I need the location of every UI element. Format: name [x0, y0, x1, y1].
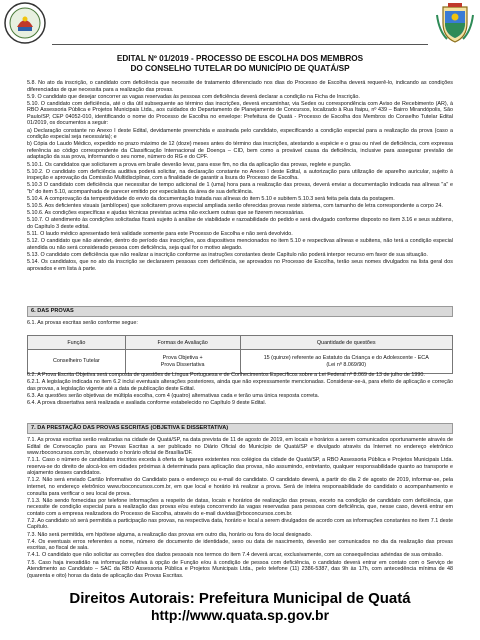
paragraph: 7.2. Ao candidato só será permitida a participação nas provas, na respectiva data, horário e local a serem divulgados de acordo com as informações constantes no item 7.1 deste Capítulo.	[27, 517, 453, 531]
paragraph: 5.12. O candidato que não atender, dentro do período das inscrições, aos dispositivos mencionados no item 5.10 e respectivas alíneas e subitens, não terá a condição especial atendida ou não será considerado pessoa com deficiência, seja qual for o motivo alegado.	[27, 238, 453, 251]
paragraph: 5.10.2. O candidato com deficiência auditiva poderá solicitar, na declaração constante no Anexo I deste Edital, a autorização para utilização de aparelho auricular, sujeito à inspeção e aprovação da Comissão Multidisciplinar, com a finalidade de garantir a lisura do Processo de Escolha.	[27, 168, 453, 182]
table-row	[28, 350, 453, 374]
paragraph: a) Declaração constante no Anexo I deste Edital, devidamente preenchida e assinada pelo candidato, especificando a condição especial para a realização da prova (caso a condição especial seja necessária); e	[27, 127, 453, 141]
title-line-2: DO CONSELHO TUTELAR DO MUNICÍPIO DE QUATÁ/SP	[130, 64, 350, 73]
paragraph: 7.4.1. O candidato que não solicitar as correções dos dados pessoais nos termos do item 7.4 deverá arcar, exclusivamente, com as consequências advindas de sua omissão.	[27, 552, 443, 559]
formas-line-1: Prova Objetiva +	[162, 354, 203, 361]
paragraph: 5.8. No ato da inscrição, o candidato com deficiência que necessite de tratamento diferenciado nos dias do Processo de Escolha deverá requerê-lo, indicando as condições diferenciadas de que necessita para a realização das provas.	[27, 80, 453, 93]
copyright-watermark	[0, 590, 480, 624]
paragraph: 5.10.7. O atendimento às condições solicitadas ficará sujeito à análise de viabilidade e razoabilidade do pedido e será divulgado conforme disposto no item 3.16 e seus subitens, do Capítulo 3 deste edital.	[27, 217, 453, 231]
section-6-heading: 6. DAS PROVAS	[27, 306, 453, 317]
paragraph: 7.3. Não será permitida, em hipótese alguma, a realização das provas em outro dia, horário ou fora do local designado.	[27, 531, 312, 538]
quantidade-line-2: (Lei nº 8.069/90)	[326, 361, 367, 368]
cell-funcao: Conselheiro Tutelar	[28, 350, 126, 374]
paragraph: 5.10.1. Os candidatos que solicitarem a prova em braile deverão levar, para esse fim, no dia da aplicação das provas, reglete e punção.	[27, 161, 352, 168]
paragraph: 6.4. A prova dissertativa será realizada e avaliada conforme estabelecido no Capítulo 9 deste Edital.	[27, 399, 267, 406]
paragraph: b) Cópia do Laudo Médico, expedido no prazo máximo de 12 (doze) meses antes do término das inscrições, atestando a espécie e o grau ou nível de deficiência, com expressa referência ao código correspondente da Classificação Internacional de Doença – CID, bem como a provável causa da deficiência, inclusive para assegurar previsão de adaptação da sua prova, informando o seu nome, número do RG e do CPF.	[27, 141, 453, 161]
paragraph: 6.3. As questões serão objetivas de múltipla escolha, com 4 (quatro) alternativas cada e terão uma única resposta correta.	[27, 392, 320, 399]
paragraph: 7.1.3. Não sendo fornecidas por telefone informações a respeito de datas, locais e horários de realização das provas, exceto na condição de candidato com deficiência, que necessite de condição especial para a realização das provas e/ou esteja concorrendo às vagas reservadas para pessoas com deficiência, que, nesse caso, deverá entrar em contato com a empresa realizadora do Processo de Escolha, através do e-mail duvidas@rboconcursos.com.br.	[27, 497, 453, 517]
cell-formas	[125, 350, 240, 374]
section-7-paragraphs	[27, 437, 453, 580]
paragraph: 6.2. A Prova Escrita Objetiva será composta de questões de Língua Portuguesa e de Conhecimentos Específicos sobre a Lei Federal nº 8.069 de 13 de julho de 1990.	[27, 372, 425, 378]
table-header-row	[28, 336, 453, 350]
paragraph: 7.5. Caso haja inexatidão na informação relativa à opção de Função e/ou à condição de pessoa com deficiência, o candidato deverá entrar em contato com o Serviço de Atendimento ao Candidato – SAC da RBO Assessoria Pública e Projetos Municipais Ltda., pelo telefone (11) 2386-5387, das 9h às 17h, com antecedência mínima de 48 (quarenta e oito) horas da data de aplicação das Provas Escritas.	[27, 559, 453, 579]
section-7-heading: 7. DA PRESTAÇÃO DAS PROVAS ESCRITAS (OBJETIVA E DISSERTATIVA)	[27, 423, 453, 434]
paragraph: 7.1.1. Caso o número de candidatos inscritos exceda à oferta de lugares existentes nos colégios da cidade de Quatá/SP, a RBO Assessoria Pública e Projetos Municipais Ltda. reserva-se do direito de alocá-los em cidades próximas à determinada para aplicação das provas, não assumindo, entretanto, qualquer responsabilidade quanto ao transporte e alojamento desses candidatos.	[27, 457, 453, 477]
provas-table	[27, 335, 453, 374]
column-header: Quantidade de questões	[240, 336, 453, 350]
header-divider	[52, 44, 428, 45]
paragraph: 5.10.6. As condições específicas e ajudas técnicas previstas acima não excluem outras que se fizerem necessárias.	[27, 210, 305, 217]
paragraph: 5.14. Os candidatos, que no ato da inscrição se declararem pessoas com deficiência, se aprovados no Processo de Escolha, terão seus nomes divulgados na lista geral dos aprovados e em lista à parte.	[27, 259, 453, 272]
paragraph: 5.10.5. Aos deficientes visuais (amblíopes) que solicitarem prova especial ampliada serão oferecidas provas neste sistema, com tamanho de letra correspondente a corpo 24.	[27, 203, 443, 210]
watermark-line-1: Direitos Autorais: Prefeitura Municipal de Quatá	[69, 590, 411, 607]
cell-quantidade	[240, 350, 453, 374]
paragraph: 7.4. Os eventuais erros referentes a nome, número de documento de identidade, sexo ou data de nascimento, deverão ser comunicados no dia da realização das provas escritas, ao fiscal de sala.	[27, 538, 453, 552]
document-title	[0, 54, 480, 74]
paragraph: 5.10. O candidato com deficiência, até o dia útil subsequente ao término das inscrições, deverá encaminhar, via Sedex ou correspondência com Aviso de Recebimento (AR), à RBO Assessoria Pública e Projetos Municipais Ltda., aos cuidados do Departamento de Planejamento de Concursos, localizado à Rua Itaipu, nº 439 – Bairro Mirandópolis, São Paulo/SP, CEP 04052-010, identificando o nome do Processo de Escolha no envelope: Prefeitura de Quatá - Processo de Escolha dos Membros do Conselho Tutelar Edital 01/2019, os documentos a seguir:	[27, 100, 453, 127]
watermark-line-2: http://www.quata.sp.gov.br	[150, 607, 330, 623]
paragraph: 5.10.3 O candidato com deficiência que necessitar de tempo adicional de 1 (uma) hora para a realização das provas, deverá enviar a documentação indicada nas alíneas "a" e "b" do item 5.10, acompanhada de parecer emitido por especialista da área de sua deficiência.	[27, 182, 453, 195]
column-header: Função	[28, 336, 126, 350]
section-6-intro: 6.1. As provas escritas serão conforme segue:	[27, 320, 138, 326]
right-coat-of-arms-logo	[433, 1, 477, 45]
paragraph: 5.11. O laudo médico apresentado terá validade somente para este Processo de Escolha e não será devolvido.	[27, 231, 293, 238]
left-coat-of-arms-logo	[3, 1, 47, 45]
title-line-1: EDITAL Nº 01/2019 - PROCESSO DE ESCOLHA DOS MEMBROS	[116, 54, 364, 63]
paragraph: 5.9. O candidato que desejar concorrer as vagas reservadas às pessoas com deficiência deverá declarar a condição na Ficha de Inscrição.	[27, 93, 360, 100]
paragraph: 7.1. As provas escritas serão realizadas na cidade de Quatá/SP, na data prevista de 11 de agosto de 2019, em locais e horários a serem comunicados oportunamente através de Edital de Convocação para as Provas Escritas a ser publicado no Diário Oficial do Município de Quatá/SP e divulgado através da Internet no endereço eletrônico www.rboconcursos.com.br, observado o horário oficial de Brasília/DF.	[27, 437, 453, 457]
paragraph: 7.1.2. Não será enviado Cartão Informativo do Candidato para o endereço ou e-mail do candidato. O candidato deverá, a partir do dia 2 de agosto de 2019, informar-se, pela internet, no endereço eletrônico www.rboconcursos.com.br, em que local e horário irá realizar a prova. Será de inteira responsabilidade do candidato o acompanhamento e consulta para verificar o seu local de prova.	[27, 477, 453, 497]
paragraph: 5.10.4. A comprovação da tempestividade do envio da documentação tratada nas alíneas do item 5.10 e subitem 5.10.3 será feita pela data da postagem.	[27, 196, 395, 203]
column-header: Formas de Avaliação	[125, 336, 240, 350]
quantidade-line-1: 15 (quinze) referente ao Estatuto da Criança e do Adolescente - ECA	[263, 354, 429, 361]
section-5-text	[27, 80, 453, 273]
section-6-paragraphs	[27, 372, 453, 407]
paragraph: 6.2.1. A legislação indicada no item 6.2 inclui eventuais alterações posteriores, ainda que não expressamente mencionadas. Considerar-se-á, para efeito de aplicação e correção das provas, a legislação vigente até a data de publicação deste Edital.	[27, 379, 453, 392]
formas-line-2: Prova Dissertativa	[160, 361, 205, 368]
paragraph: 5.13. O candidato com deficiência que não realizar a inscrição conforme as instruções constantes deste Capítulo não poderá interpor recurso em favor de sua situação.	[27, 251, 428, 258]
